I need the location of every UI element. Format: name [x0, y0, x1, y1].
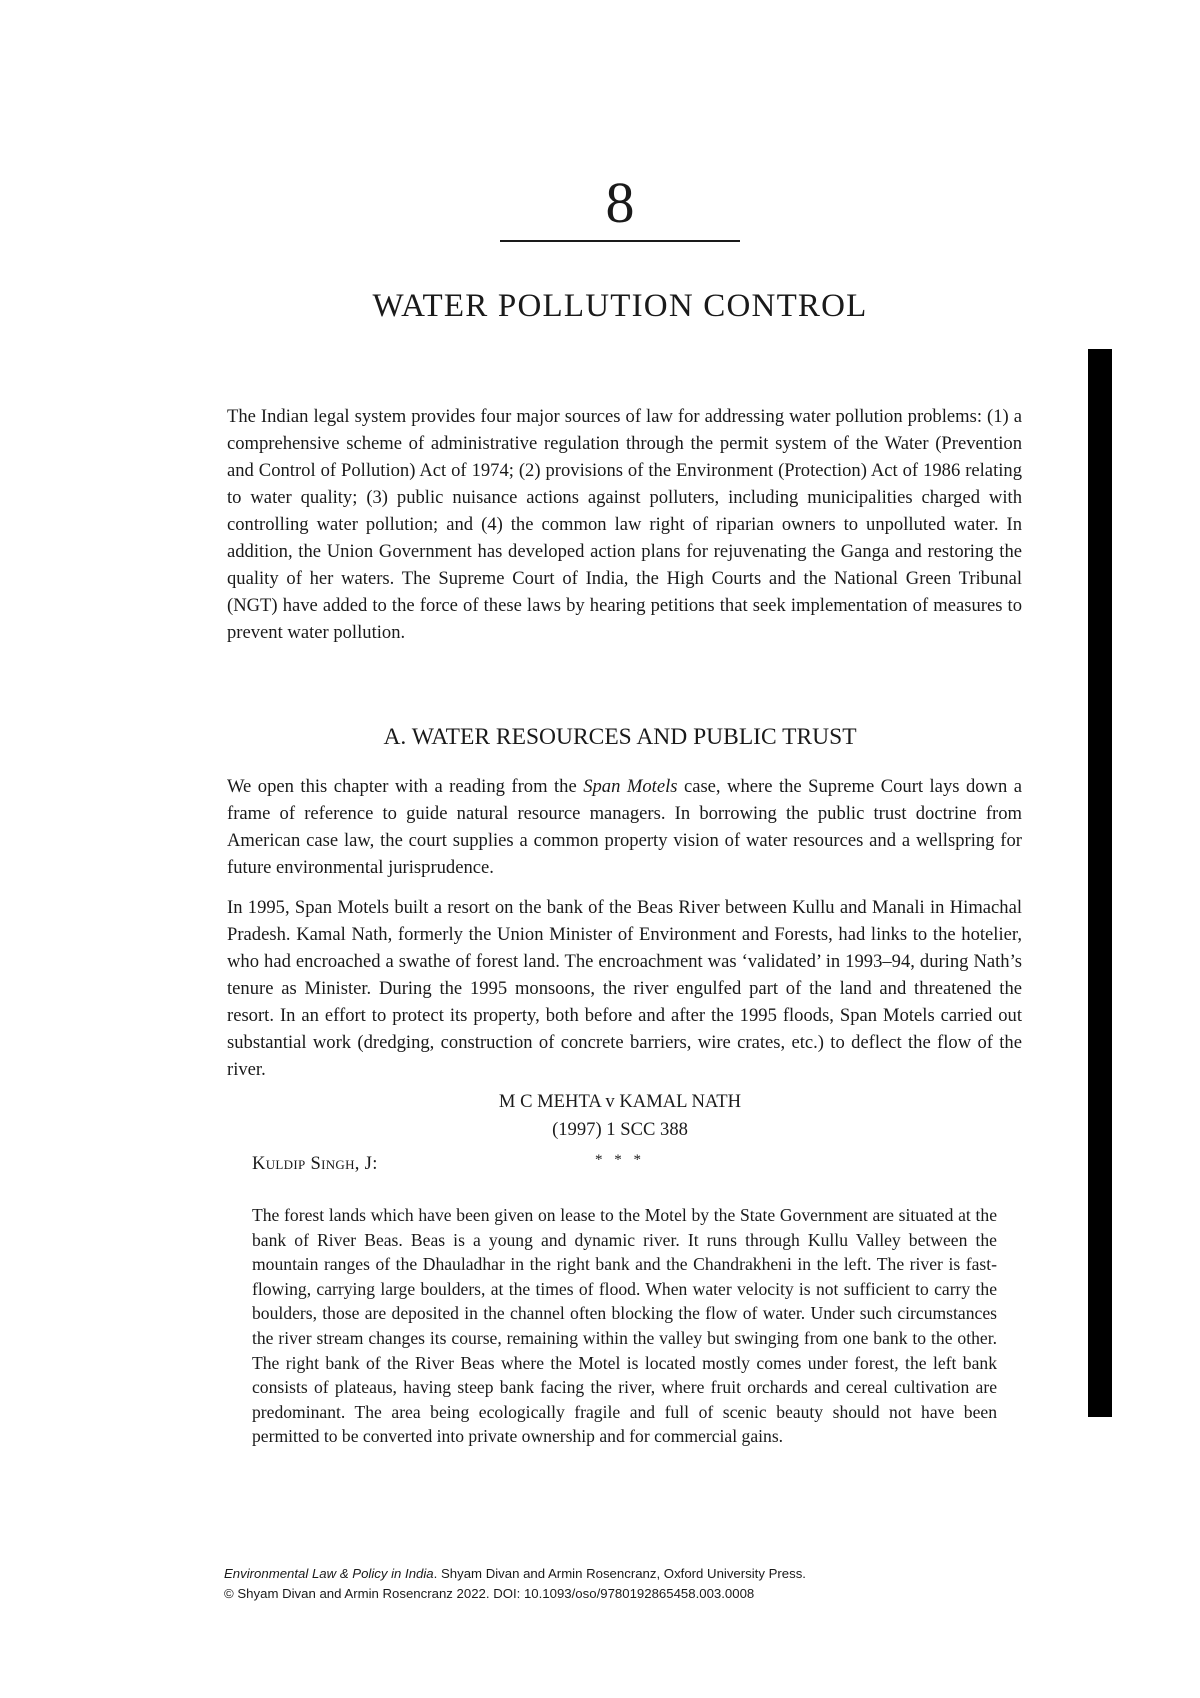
section-paragraph-1-text-start: We open this chapter with a reading from the [227, 776, 584, 797]
case-name: M C MEHTA v KAMAL NATH [498, 1091, 742, 1112]
span-motels-case-title: Span Motels [583, 776, 678, 797]
case-citation: (1997) 1 SCC 388 [552, 1119, 688, 1140]
chapter-thumb-tab [1088, 349, 1112, 1417]
intro-paragraph: The Indian legal system provides four major sources of law for addressing water pollution problems: (1) a comprehensive scheme of administrative regulation through the permit system of the Water (Prevention and Control of Pollution) Act of 1974; (2) provisions of the Environment (Protection) Act of 1986 relating to water quality; (3) public nuisance actions against polluters, including municipalities charged with controlling water pollution; and (4) the common law right of riparian owners to unpolluted water. In addition, the Union Government has developed action plans for rejuvenating the Ganga and restoring the quality of her waters. The Supreme Court of India, the High Courts and the National Green Tribunal (NGT) have added to the force of these laws by hearing petitions that seek implementation of measures to prevent water pollution. [227, 406, 1022, 643]
chapter-title: WATER POLLUTION CONTROL [372, 288, 868, 324]
footer-publication-line [224, 1564, 984, 1584]
section-heading: A. WATER RESOURCES AND PUBLIC TRUST [383, 724, 857, 750]
section-paragraph-2: In 1995, Span Motels built a resort on the bank of the Beas River between Kullu and Manali in Himachal Pradesh. Kamal Nath, formerly the Union Minister of Environment and Forests, had links to the hotelier, who had encroached a swathe of forest land. The encroachment was ‘validated’ in 1993–94, during Nath’s tenure as Minister. During the 1995 monsoons, the river engulfed part of the land and threatened the resort. In an effort to protect its property, both before and after the 1995 floods, Span Motels carried out substantial work (dredging, construction of concrete barriers, wire crates, etc.) to deflect the flow of the river. [227, 897, 1022, 1080]
chapter-divider-rule [500, 240, 740, 242]
section-paragraph-1 [227, 773, 1022, 881]
ellipsis-stars: * * * [595, 1152, 645, 1168]
page-footer [224, 1564, 984, 1604]
case-excerpt: The forest lands which have been given on lease to the Motel by the State Government are situated at the bank of River Beas. Beas is a young and dynamic river. It runs through Kullu Valley between the mountain ranges of the Dhauladhar in the right bank and the Chandrakheni in the left. The river is fast-flowing, carrying large boulders, at the times of flood. When water velocity is not sufficient to carry the boulders, those are deposited in the channel often blocking the flow of water. Under such circumstances the river stream changes its course, remaining within the valley but swinging from one bank to the other. The right bank of the River Beas where the Motel is located mostly comes under forest, the left bank consists of plateaus, having steep bank facing the river, where fruit orchards and cereal cultivation are predominant. The area being ecologically fragile and full of scenic beauty should not have been permitted to be converted into private ownership and for commercial gains. [252, 1205, 997, 1447]
section-paragraph-1-text-end: case, where the Supreme Court lays down a frame of reference to guide natural resource managers. In borrowing the public trust doctrine from American case law, the court supplies a common property vision of water resources and a wellspring for future environmental jurisprudence. [227, 776, 1022, 878]
footer-copyright: © Shyam Divan and Armin Rosencranz 2022. DOI: 10.1093/oso/9780192865458.003.0008 [224, 1586, 755, 1601]
footer-publication-details: . Shyam Divan and Armin Rosencranz, Oxford University Press. [433, 1566, 806, 1581]
judge-name: Kuldip Singh, J: [252, 1153, 378, 1174]
chapter-number: 8 [605, 170, 635, 235]
footer-book-title: Environmental Law & Policy in India [224, 1566, 434, 1581]
